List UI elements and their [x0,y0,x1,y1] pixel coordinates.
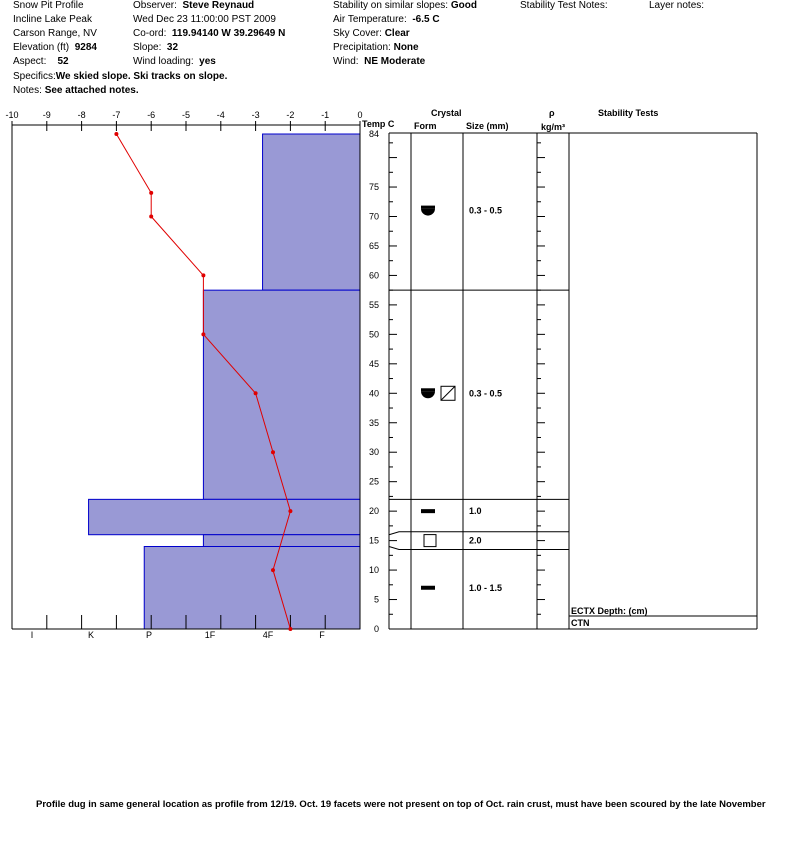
crystal-size-label: 0.3 - 0.5 [469,388,503,399]
hardness-layer-1F [203,290,360,499]
temp-point [288,509,292,513]
stability-similar-label: Stability on similar slopes: [333,0,449,11]
stability-similar-value: Good [450,0,477,11]
hardness-layer-4F [263,134,360,290]
density-column-header: ρ [549,108,555,118]
height-tick-label: 50 [368,329,379,340]
specifics-label: Specifics: [13,71,56,82]
elevation-value: 9284 [74,42,97,53]
slope-label: Slope: [133,42,162,53]
layer-boundary [389,547,569,550]
temp-tick-label: -4 [216,110,225,120]
hardness-tick-label: K [87,630,95,640]
elevation-label: Elevation (ft) [13,42,70,53]
form-column-header: Form [414,121,437,131]
axis-labels [362,108,658,628]
temp-tick-label: -7 [112,110,121,120]
temp-point [201,273,205,277]
height-tick-label: 0 [373,624,379,634]
slope-value: 32 [166,42,179,53]
temp-point [149,191,153,195]
height-tick-label: 65 [368,240,379,251]
coord-value: 119.94140 W 39.29649 N [171,28,286,39]
aspect-label: Aspect: [13,56,47,67]
air-temp-value: -6.5 C [412,14,440,25]
faceted-crystal-icon [424,535,436,547]
wind-loading-label: Wind loading: [133,56,194,67]
observer-label: Observer: [133,0,177,11]
height-tick-label: 15 [368,535,379,546]
specifics-value: We skied slope. Ski tracks on slope. [55,71,228,82]
temp-point [271,450,275,454]
height-tick-label: 84 [368,129,379,139]
temp-point [271,568,275,572]
hardness-layer-P [144,547,360,630]
height-tick-label: 60 [368,270,379,281]
wind-value: NE Moderate [364,56,426,67]
hardness-tick-label: 1F [204,630,216,640]
precip-value: None [393,42,419,53]
stability-test-notes-label: Stability Test Notes: [520,0,608,11]
faceted-grain-slash [441,386,455,400]
temp-tick-label: -1 [321,110,330,120]
melt-crust-icon [421,509,435,513]
coord-label: Co-ord: [133,28,167,39]
height-tick-label: 25 [368,476,379,487]
temp-tick-label: 0 [357,110,363,120]
height-tick-label: 5 [373,594,379,605]
crystal-size-label: 1.0 [469,506,482,517]
precip-label: Precipitation: [333,42,391,53]
footer-note: Profile dug in same general location as profile from 12/19. Oct. 19 facets were not present on top of Oct. rain crust, must have been scoured by the late November [36,799,766,810]
crystal-size-label: 0.3 - 0.5 [469,205,503,216]
sky-cover-label: Sky Cover: [333,28,382,39]
wind-loading-value: yes [199,56,216,67]
rounded-grain-top [421,388,435,391]
notes-label: Notes: [13,85,42,96]
height-tick-label: 20 [368,506,379,517]
layer-notes-label: Layer notes: [649,0,705,11]
hardness-tick-label: 4F [262,630,274,640]
notes-value: See attached notes. [44,85,139,96]
hardness-tick-label: I [30,630,34,640]
temp-tick-label: -3 [251,110,260,120]
hardness-layer-K [89,499,360,534]
height-tick-label: 55 [368,299,379,310]
wind-label: Wind: [333,56,359,67]
pit-title: Snow Pit Profile [13,0,84,11]
temp-tick-label: -6 [147,110,156,120]
crystal-size-label: 1.0 - 1.5 [469,582,503,593]
date-value: Wed Dec 23 11:00:00 PST 2009 [133,14,276,25]
height-tick-label: 35 [368,417,379,428]
height-tick-label: 40 [368,388,379,399]
sky-cover-value: Clear [384,28,410,39]
temp-point [288,627,292,631]
stability-result-ctn: CTN [571,618,590,628]
hardness-layers [89,134,360,629]
temp-tick-label: -9 [42,110,51,120]
temp-tick-label: -10 [5,110,19,120]
temp-point [114,132,118,136]
range-name: Carson Range, NV [13,28,97,39]
temp-tick-label: -5 [181,110,191,120]
temp-point [254,391,258,395]
height-tick-label: 10 [368,565,379,576]
rounded-grain-top [421,206,435,209]
crystal-size-label: 2.0 [469,535,482,546]
crystal-column-header: Crystal [431,108,462,118]
temp-point [201,332,205,336]
temp-point [149,215,153,219]
observer-value: Steve Reynaud [182,0,255,11]
hardness-tick-label: F [319,630,325,640]
height-tick-label: 30 [368,447,379,458]
stability-result-ectx: ECTX Depth: (cm) [571,606,648,616]
location-name: Incline Lake Peak [13,14,92,25]
size-column-header: Size (mm) [466,121,509,131]
height-tick-label: 75 [368,182,379,193]
layer-boundary [389,532,569,535]
rounded-grain-icon [421,209,435,216]
aspect-value: 52 [57,56,69,67]
stability-tests-header: Stability Tests [598,108,659,118]
density-unit-label: kg/m³ [541,122,566,132]
temp-column-header: Temp C [362,119,395,129]
melt-crust-icon [421,586,435,590]
crystal-table [389,133,757,629]
temp-tick-label: -8 [77,110,86,120]
air-temp-label: Air Temperature: [333,14,407,25]
height-tick-label: 45 [368,358,379,369]
temp-tick-label: -2 [286,110,295,120]
height-tick-label: 70 [368,211,379,222]
rounded-grain-icon [421,391,435,398]
hardness-tick-label: P [145,630,153,640]
